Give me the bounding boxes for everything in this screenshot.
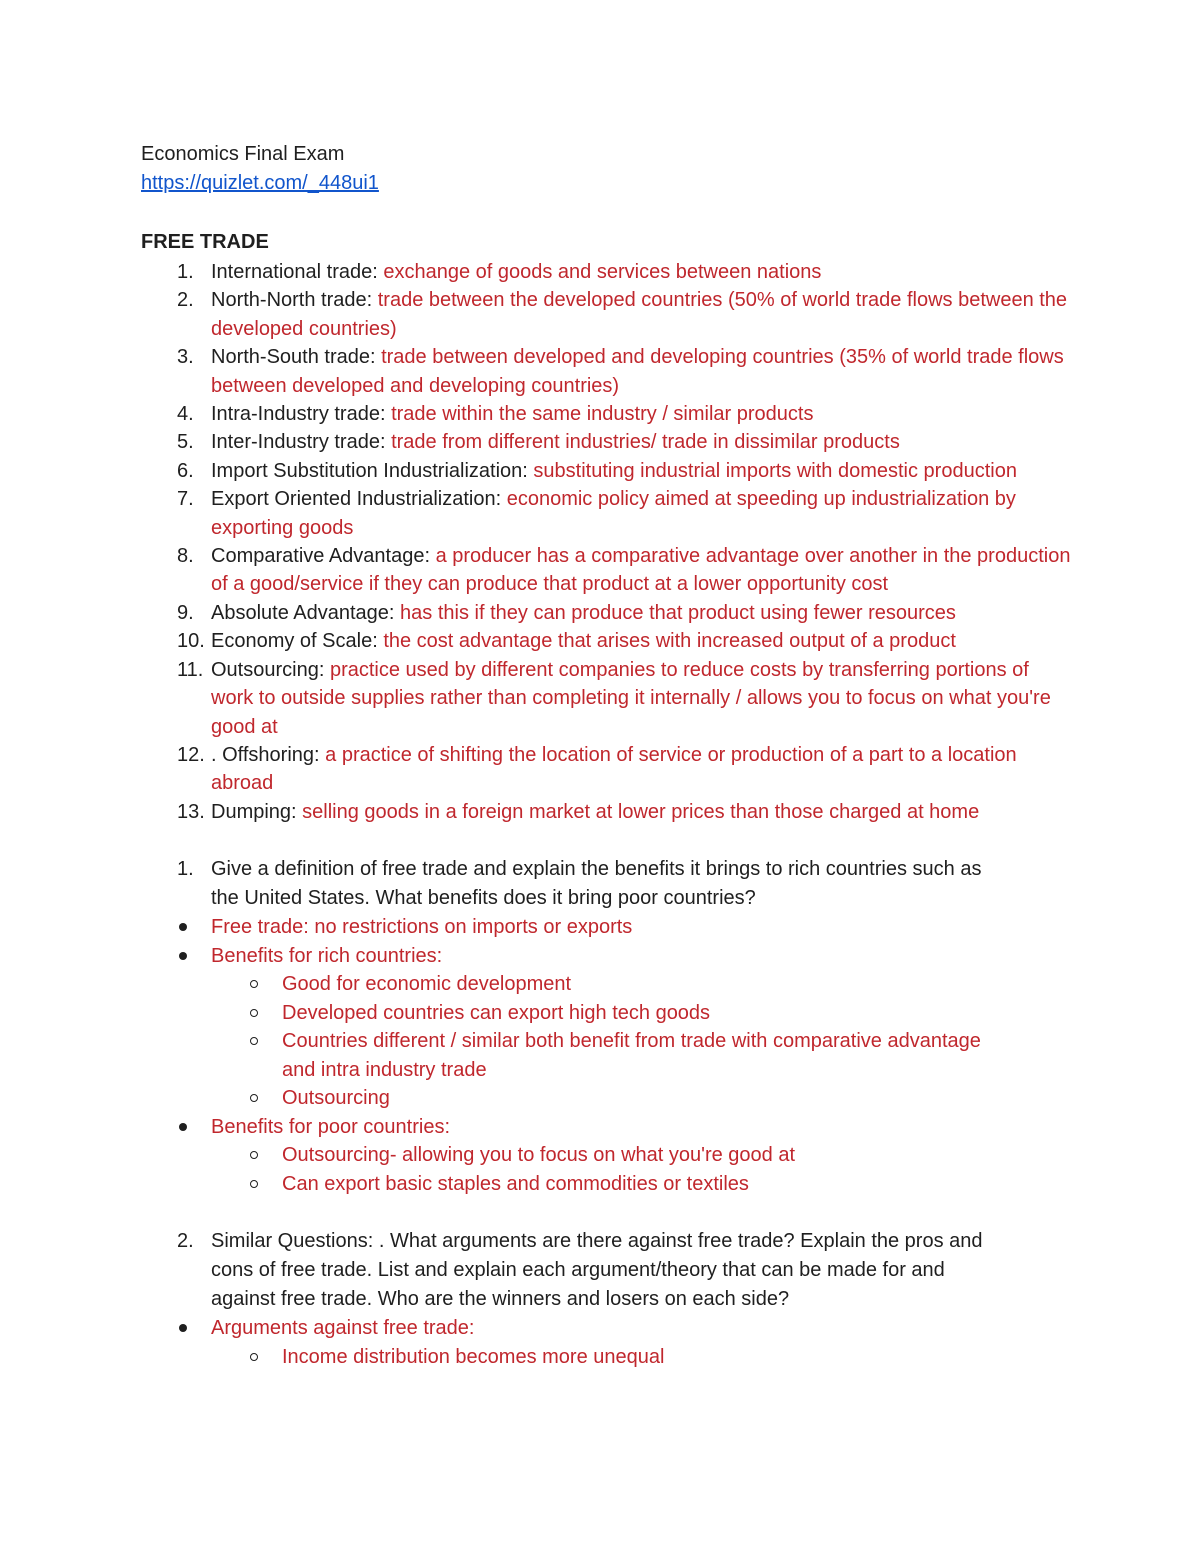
question-text: 2. Similar Questions: . What arguments are there against free trade? Explain the pros and cons of free trade. List and explain each argument/theory that can be made for and against free trade. Who are the winners and losers on each side? <box>177 1230 983 1311</box>
doc-title: Economics Final Exam <box>141 143 345 165</box>
bullet-icon <box>179 1324 187 1332</box>
list-item: 4. Intra-Industry trade: trade within the same industry / similar products <box>177 403 814 426</box>
sub-bullet-item: Outsourcing- allowing you to focus on what you're good at <box>141 1141 1071 1170</box>
list-item: 9. Absolute Advantage: has this if they can produce that product using fewer resources <box>177 601 956 624</box>
list-item: 11. Outsourcing: practice used by different companies to reduce costs by transferring portions of work to outside supplies rather than completing it internally / allows you to focus on what you're good at <box>177 658 1051 738</box>
bullet-item: Benefits for poor countries: <box>141 1113 1071 1142</box>
sub-bullet-item: Can export basic staples and commodities or textiles <box>141 1170 1071 1199</box>
quizlet-link[interactable]: https://quizlet.com/_448ui1 <box>141 172 379 194</box>
list-item: 5. Inter-Industry trade: trade from different industries/ trade in dissimilar products <box>177 431 900 454</box>
list-item: 10. Economy of Scale: the cost advantage that arises with increased output of a product <box>177 630 956 653</box>
list-item: 2. North-North trade: trade between the developed countries (50% of world trade flows between the developed countries) <box>177 289 1068 340</box>
bullet-icon <box>179 952 187 960</box>
circle-bullet-icon <box>250 1353 258 1361</box>
circle-bullet-icon <box>250 1009 258 1017</box>
circle-bullet-icon <box>250 980 258 988</box>
list-item: 8. Comparative Advantage: a producer has a comparative advantage over another in the production of a good/service if they can produce that product at a lower opportunity cost <box>177 545 1071 596</box>
circle-bullet-icon <box>250 1180 258 1188</box>
list-item: 6. Import Substitution Industrialization: substituting industrial imports with domestic production <box>177 459 1017 482</box>
list-item: 3. North-South trade: trade between developed and developing countries (35% of world trade flows between developed and developing countries) <box>177 346 1064 397</box>
section-heading: FREE TRADE <box>141 231 269 253</box>
document-page <box>141 140 1071 1371</box>
definitions-list <box>141 258 1071 826</box>
bullet-item: Free trade: no restrictions on imports or exports <box>141 913 1071 942</box>
bullet-icon <box>179 1123 187 1131</box>
bullet-icon <box>179 923 187 931</box>
sub-bullet-item: Outsourcing <box>141 1084 1071 1113</box>
bullet-item: Benefits for rich countries: <box>141 942 1071 971</box>
list-item: 1. International trade: exchange of goods and services between nations <box>177 261 822 283</box>
circle-bullet-icon <box>250 1037 258 1045</box>
circle-bullet-icon <box>250 1151 258 1159</box>
question-text: 1. Give a definition of free trade and explain the benefits it brings to rich countries such as the United States. What benefits does it bring poor countries? <box>177 858 982 910</box>
question-2 <box>141 1227 1071 1371</box>
bullet-item: Arguments against free trade: <box>141 1314 1071 1343</box>
question-1 <box>141 855 1071 1198</box>
circle-bullet-icon <box>250 1094 258 1102</box>
sub-bullet-item: Good for economic development <box>141 970 1071 999</box>
sub-bullet-item: Countries different / similar both benefit from trade with comparative advantage and intra industry trade <box>141 1027 1071 1084</box>
list-item: 7. Export Oriented Industrialization: economic policy aimed at speeding up industrialization by exporting goods <box>177 488 1016 539</box>
list-item: 12. . Offshoring: a practice of shifting the location of service or production of a part to a location abroad <box>177 743 1017 795</box>
list-item: 13. Dumping: selling goods in a foreign market at lower prices than those charged at home <box>177 800 980 823</box>
sub-bullet-item: Income distribution becomes more unequal <box>141 1343 1071 1372</box>
sub-bullet-item: Developed countries can export high tech goods <box>141 999 1071 1028</box>
